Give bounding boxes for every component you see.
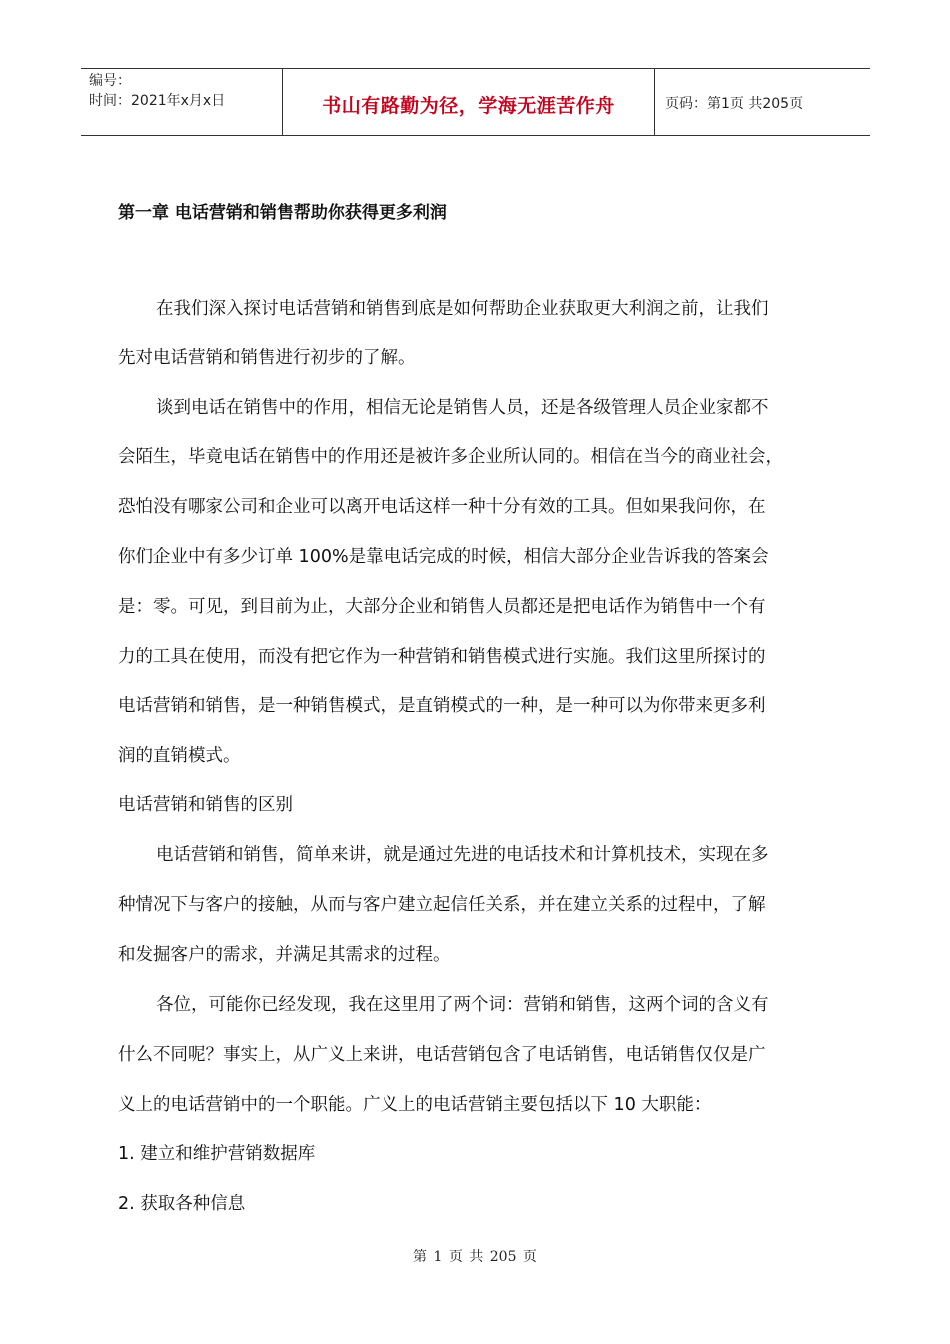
section-heading: 电话营销和销售的区别 [118,795,293,815]
body-line: 电话营销和销售，简单来讲，就是通过先进的电话技术和计算机技术，实现在多 [156,845,769,865]
body-line: 谈到电话在销售中的作用，相信无论是销售人员，还是各级管理人员企业家都不 [156,398,769,418]
body-line: 恐怕没有哪家公司和企业可以离开电话这样一种十分有效的工具。但如果我问你，在 [118,497,766,517]
header-divider [654,69,655,136]
body-line: 什么不同呢？事实上，从广义上来讲，电话营销包含了电话销售，电话销售仅仅是广 [118,1045,766,1065]
body-line: 电话营销和销售，是一种销售模式，是直销模式的一种，是一种可以为你带来更多利 [118,696,766,716]
header-page-info: 页码：第1页 共205页 [665,96,804,112]
body-line: 润的直销模式。 [118,746,241,766]
body-line: 会陌生，毕竟电话在销售中的作用还是被许多企业所认同的。相信在当今的商业社会， [118,447,783,467]
list-item: 2. 获取各种信息 [118,1194,246,1214]
page-header [81,68,870,136]
document-number-label: 编号： [89,73,131,89]
body-line: 先对电话营销和销售进行初步的了解。 [118,348,416,368]
body-line: 种情况下与客户的接触，从而与客户建立起信任关系，并在建立关系的过程中，了解 [118,895,766,915]
document-date: 时间：2021年x月x日 [89,93,226,109]
list-item: 1. 建立和维护营销数据库 [118,1144,316,1164]
body-line: 和发掘客户的需求，并满足其需求的过程。 [118,945,451,965]
header-meta [89,71,225,111]
body-line: 各位，可能你已经发现，我在这里用了两个词：营销和销售，这两个词的含义有 [156,995,769,1015]
body-line: 力的工具在使用，而没有把它作为一种营销和销售模式进行实施。我们这里所探讨的 [118,647,766,667]
body-line: 在我们深入探讨电话营销和销售到底是如何帮助企业获取更大利润之前，让我们 [156,299,769,319]
chapter-title: 第一章 电话营销和销售帮助你获得更多利润 [118,203,447,223]
page-footer: 第 1 页 共 205 页 [413,1249,537,1265]
header-motto: 书山有路勤为径，学海无涯苦作舟 [322,95,615,117]
body-line: 义上的电话营销中的一个职能。广义上的电话营销主要包括以下 10 大职能： [118,1095,712,1115]
body-line: 你们企业中有多少订单 100%是靠电话完成的时候，相信大部分企业告诉我的答案会 [118,547,769,567]
body-line: 是：零。可见，到目前为止，大部分企业和销售人员都还是把电话作为销售中一个有 [118,597,766,617]
